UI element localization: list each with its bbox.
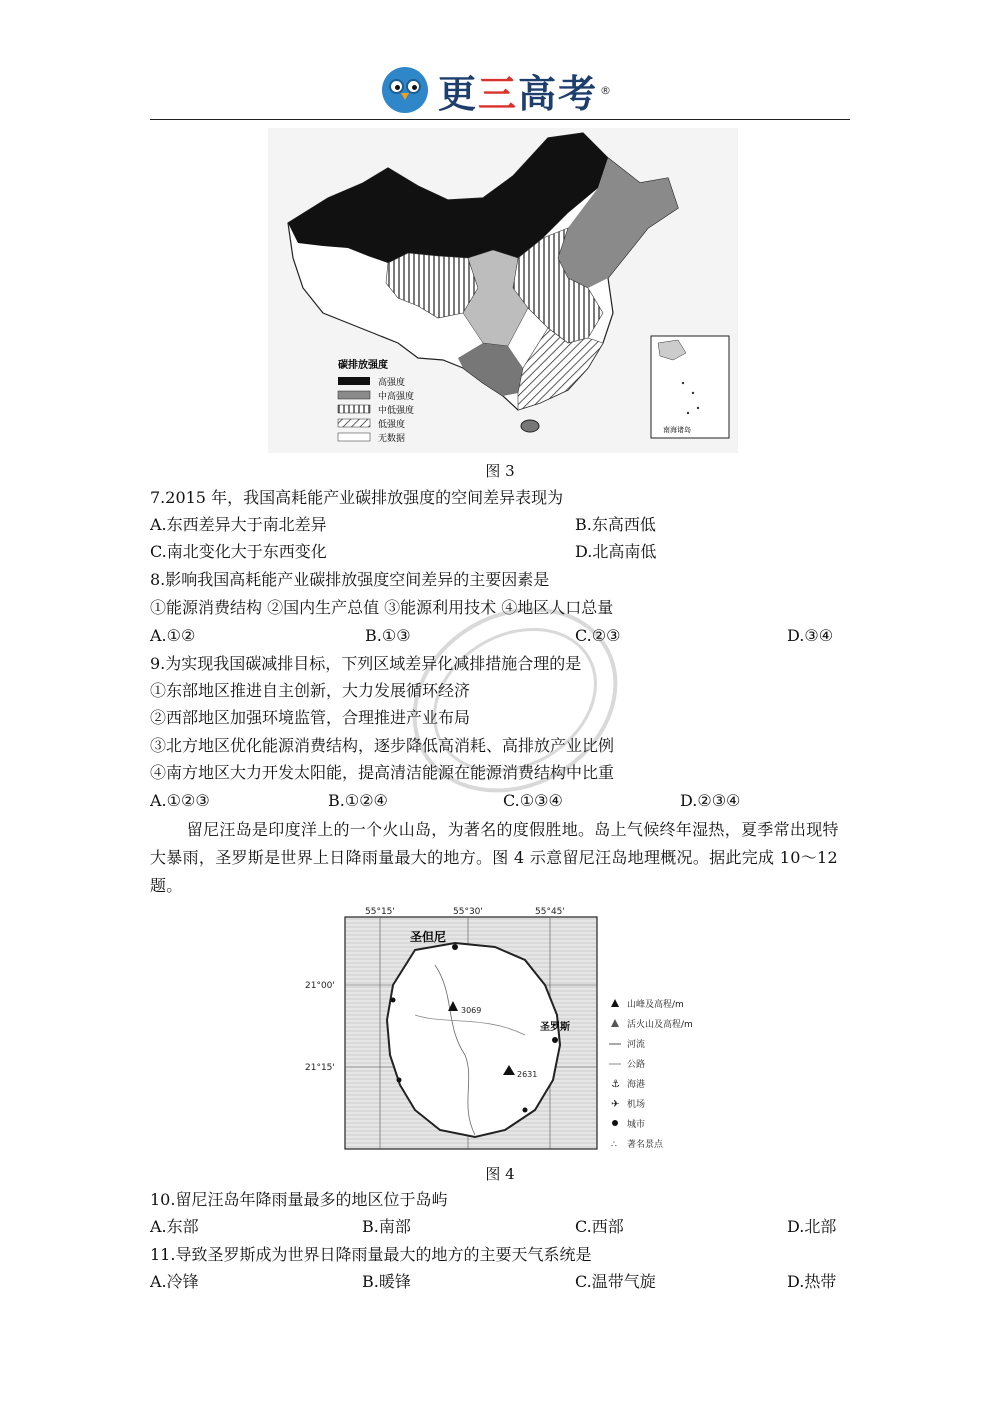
q8-items: ①能源消费结构 ②国内生产总值 ③能源利用技术 ④地区人口总量: [150, 598, 614, 617]
svg-text:机场: 机场: [627, 1100, 646, 1110]
svg-text:公路: 公路: [627, 1060, 646, 1070]
map4-legend: [609, 998, 693, 1150]
brand-name: 更三高考: [438, 71, 599, 116]
svg-text:城市: 城市: [627, 1120, 646, 1130]
q7-stem: 7.2015 年，我国高耗能产业碳排放强度的空间差异表现为: [150, 488, 564, 507]
svg-text:活火山及高程/m: 活火山及高程/m: [627, 1020, 693, 1030]
svg-text:河流: 河流: [627, 1040, 646, 1050]
city-marker: [523, 1108, 528, 1113]
q11-option-b: B.暖锋: [362, 1272, 411, 1291]
svg-text:中高强度: 中高强度: [378, 392, 415, 402]
q8-option-d: D.③④: [787, 626, 834, 645]
city-label-east: 圣罗斯: [540, 1022, 570, 1033]
figure4-caption: 图 4: [485, 1165, 515, 1183]
hainan-island: [521, 420, 539, 432]
q11-option-c: C.温带气旋: [575, 1272, 656, 1291]
reunion-island-map: [305, 905, 715, 1155]
china-carbon-map: [268, 128, 738, 453]
page-header: [150, 55, 850, 121]
volcano-elevation: 2631: [517, 1070, 538, 1079]
q8-option-b: B.①③: [365, 626, 411, 645]
q8-stem: 8.影响我国高耗能产业碳排放强度空间差异的主要因素是: [150, 570, 550, 589]
q10-option-c: C.西部: [575, 1217, 624, 1236]
q11-stem: 11.导致圣罗斯成为世界日降雨量最大的地方的主要天气系统是: [150, 1245, 592, 1264]
lat-label-1: 21°00': [305, 981, 335, 991]
q7-option-d: D.北高南低: [575, 542, 657, 561]
owl-logo-icon: [382, 67, 428, 113]
registered-mark: ®: [600, 83, 612, 97]
city-marker: [391, 998, 396, 1003]
lon-label-1: 55°15': [365, 907, 395, 917]
svg-text:山峰及高程/m: 山峰及高程/m: [627, 1000, 684, 1010]
q11-option-d: D.热带: [787, 1272, 837, 1291]
svg-text:海港: 海港: [627, 1080, 646, 1090]
q8-option-c: C.②③: [575, 626, 621, 645]
svg-text:著名景点: 著名景点: [627, 1140, 664, 1150]
q7-option-c: C.南北变化大于东西变化: [150, 542, 327, 561]
q9-option-b: B.①②④: [328, 791, 388, 810]
q10-option-d: D.北部: [787, 1217, 837, 1236]
peak-elevation: 3069: [461, 1006, 482, 1015]
q10-stem: 10.留尼汪岛年降雨量最多的地区位于岛屿: [150, 1190, 448, 1209]
q7-option-b: B.东高西低: [575, 515, 656, 534]
brand-logo: [382, 65, 611, 115]
figure3-caption: 图 3: [485, 462, 515, 480]
q9-stem: 9.为实现我国碳减排目标，下列区域差异化减排措施合理的是: [150, 654, 582, 673]
lon-label-2: 55°30': [453, 907, 483, 917]
svg-text:低强度: 低强度: [378, 420, 406, 430]
south-china-sea-inset: [651, 336, 729, 438]
q9-option-d: D.②③④: [680, 791, 741, 810]
q9-option-a: A.①②③: [150, 791, 210, 810]
svg-text:∴: ∴: [611, 1140, 617, 1150]
reading-passage: 留尼汪岛是印度洋上的一个火山岛，为著名的度假胜地。岛上气候终年湿热，夏季常出现特大暴雨，圣罗斯是世界上日降雨量最大的地方。图 4 示意留尼汪岛地理概况。据此完成 10～12 题。: [150, 820, 839, 895]
svg-text:中低强度: 中低强度: [378, 406, 415, 416]
svg-text:碳排放强度: 碳排放强度: [338, 360, 388, 371]
q9-item-2: ②西部地区加强环境监管，合理推进产业布局: [150, 708, 471, 727]
q9-item-3: ③北方地区优化能源消费结构，逐步降低高消耗、高排放产业比例: [150, 736, 615, 755]
island-outline: [387, 943, 560, 1137]
q9-option-c: C.①③④: [503, 791, 563, 810]
q7-option-a: A.东西差异大于南北差异: [150, 515, 327, 534]
q10-option-a: A.东部: [150, 1217, 199, 1236]
city-marker: [552, 1037, 558, 1043]
city-label-north: 圣但尼: [410, 930, 447, 944]
q9-item-4: ④南方地区大力开发太阳能，提高清洁能源在能源消费结构中比重: [150, 763, 615, 782]
svg-text:南海诸岛: 南海诸岛: [663, 426, 691, 434]
svg-text:✈: ✈: [611, 1099, 620, 1110]
header-divider: [150, 119, 850, 120]
svg-text:无数据: 无数据: [378, 434, 406, 444]
city-marker: [397, 1078, 402, 1083]
q9-item-1: ①东部地区推进自主创新，大力发展循环经济: [150, 681, 471, 700]
lon-label-3: 55°45': [535, 907, 565, 917]
svg-text:⚓: ⚓: [611, 1079, 620, 1090]
q8-option-a: A.①②: [150, 626, 196, 645]
svg-text:高强度: 高强度: [378, 378, 406, 388]
q11-option-a: A.冷锋: [150, 1272, 199, 1291]
city-marker: [452, 944, 458, 950]
q10-option-b: B.南部: [362, 1217, 411, 1236]
lat-label-2: 21°15': [305, 1063, 335, 1073]
